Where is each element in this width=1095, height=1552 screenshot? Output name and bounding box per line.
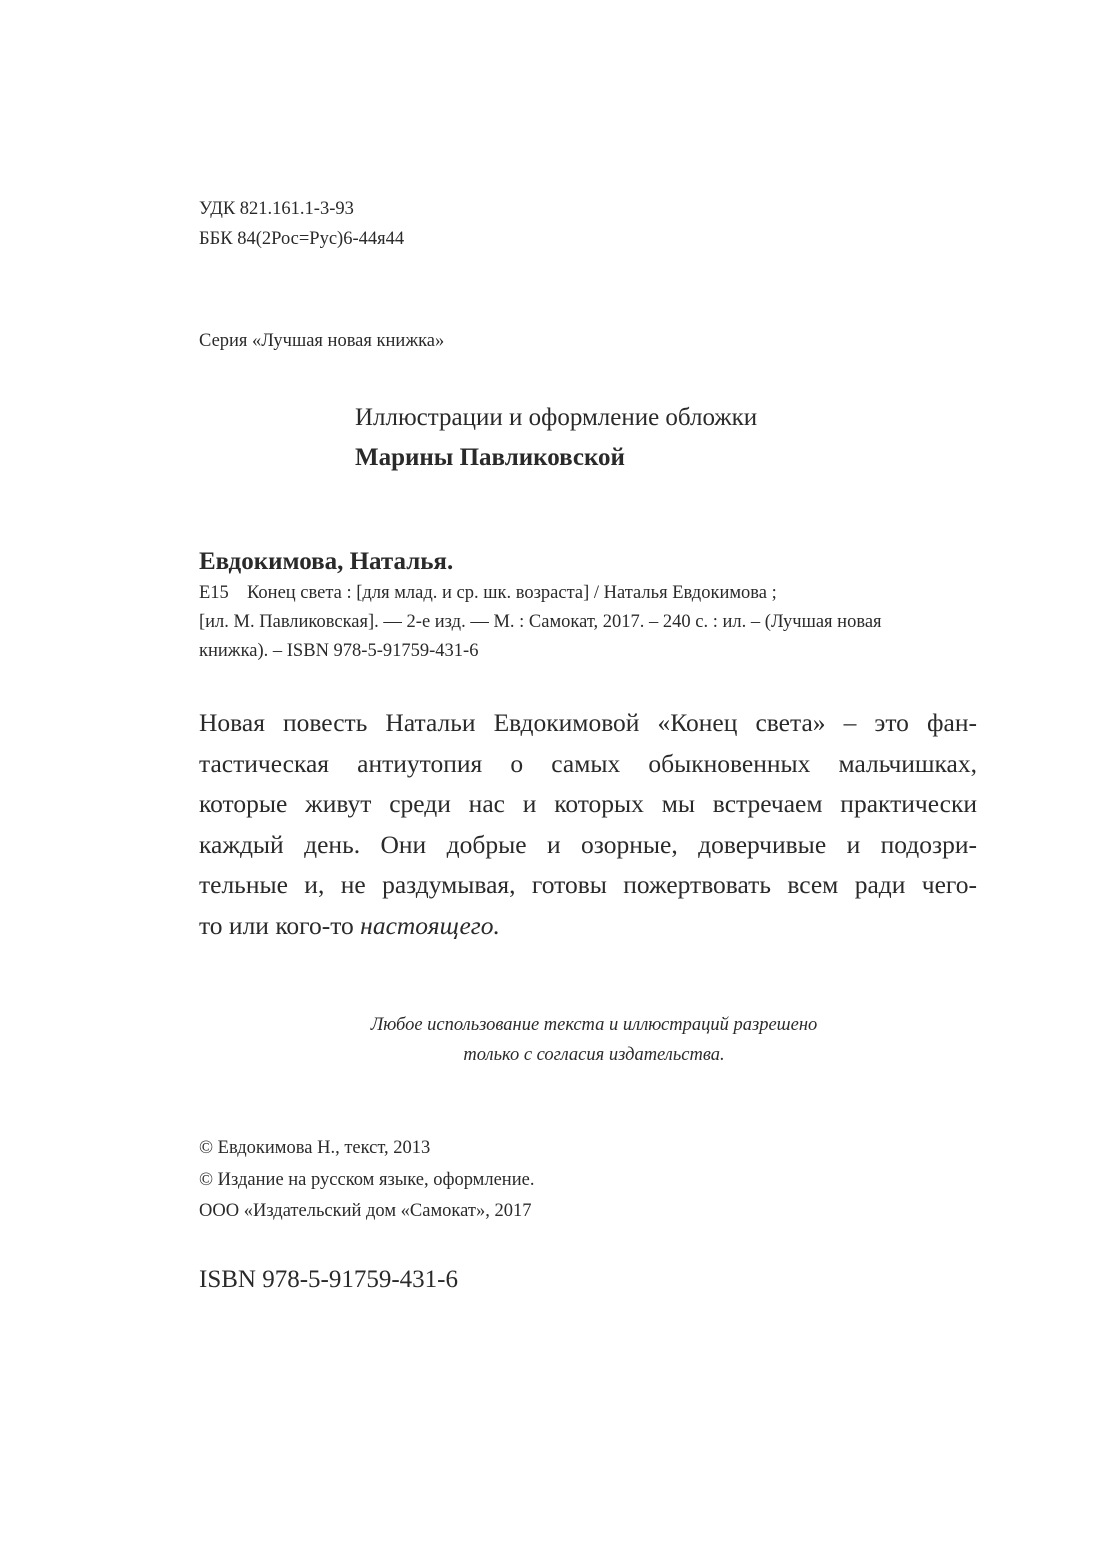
card-line-3: книжка). – ISBN 978-5-91759-431-6 (199, 641, 479, 661)
rights-notice (199, 1010, 989, 1070)
card-line-1 (199, 579, 989, 608)
card-line-2: [ил. М. Павликовская]. — 2-е изд. — М. : Самокат, 2017. – 240 с. : ил. – (Лучшая новая (199, 612, 882, 632)
bbk-code: ББК 84(2Рос=Рус)6-44я44 (199, 229, 405, 249)
illustrator-name-text: Марины Павликовской (355, 444, 625, 471)
card-line-1-text: Конец света : [для млад. и ср. шк. возраста] / Наталья Евдокимова ; (247, 583, 777, 603)
series-title: Серия «Лучшая новая книжка» (199, 331, 445, 351)
annotation-line: тельные и, не раздумывая, готовы пожертвовать всем ради чего- (199, 870, 977, 899)
copyright-block (199, 1133, 534, 1228)
rights-notice-line-2: только с согласия издательства. (463, 1045, 725, 1065)
illustrator-name (355, 438, 757, 478)
udk-code: УДК 821.161.1-3-93 (199, 199, 354, 219)
illustrations-label: Иллюстрации и оформление обложки (355, 404, 758, 431)
classification-codes (199, 194, 404, 254)
catalog-card (199, 545, 989, 666)
annotation-last-line (199, 906, 977, 947)
author-code: Е15 (199, 583, 229, 603)
copyright-publisher: ООО «Издательский дом «Самокат», 2017 (199, 1201, 532, 1221)
annotation-emphasis: настоящего. (360, 910, 500, 940)
annotation-line: Новая повесть Натальи Евдокимовой «Конец света» – это фан- (199, 708, 977, 737)
annotation-line: тастическая антиутопия о самых обыкновенных мальчишках, (199, 748, 977, 778)
annotation-line: которые живут среди нас и которых мы встречаем практически (199, 789, 977, 818)
annotation (199, 703, 977, 946)
annotation-line: каждый день. Они добрые и озорные, доверчивые и подозри- (199, 829, 977, 859)
copyright-edition: © Издание на русском языке, оформление. (199, 1169, 535, 1190)
illustrations-credit (355, 398, 757, 478)
rights-notice-line-1: Любое использование текста и иллюстраций разрешено (370, 1015, 818, 1035)
isbn: ISBN 978-5-91759-431-6 (199, 1266, 459, 1293)
copyright-text: © Евдокимова Н., текст, 2013 (199, 1138, 431, 1158)
annotation-last-line-text: то или кого-то (199, 910, 361, 940)
card-author: Евдокимова, Наталья. (199, 548, 454, 575)
